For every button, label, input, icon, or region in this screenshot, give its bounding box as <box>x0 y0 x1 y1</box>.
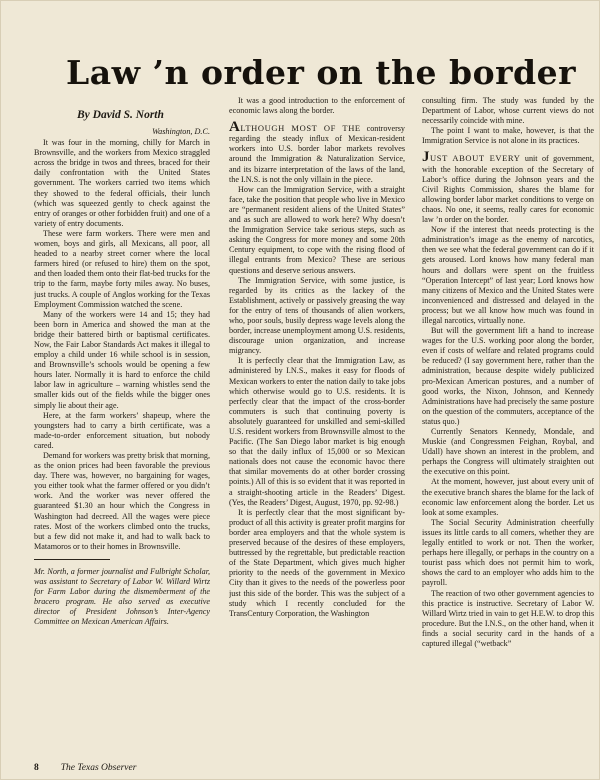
drop-cap: J <box>422 149 430 166</box>
paragraph: Demand for workers was pretty brisk that morning, as the onion prices had been favorable the previous day. There was, however, no bargaining for wages, you either took what the farmer offered or you didn’t work. And the worker was never offered the guaranteed $1.30 an hour which the Congress in Washington had decreed. All the wages were piece rates. Most of the workers climbed onto the trucks, but a few did not make it, and had to walk back to Matamoros or to their homes in Brownsville. <box>34 451 210 551</box>
paragraph: The Immigration Service, with some justice, is regarded by its critics as the lackey of the Establishment, actively or passively greasing the way for the entry of tens of thousands of alien workers, who, poor souls, busily depress wage levels along the border, increase unemployment among U.S. residents, discourage union organization, and increase migrancy. <box>229 275 405 356</box>
column-3 <box>422 96 594 759</box>
paragraph: At the moment, however, just about every unit of the executive branch shares the blame for the lack of economic law enforcement along the border. Let us look at some examples. <box>422 477 594 517</box>
paragraph: Here, at the farm workers’ shapeup, where the youngsters had to carry a birth certificate, was a made-to-order enforcement situation, but nobody cared. <box>34 410 210 450</box>
paragraph: But will the government lift a hand to increase wages for the U.S. working poor along the border, even if costs of welfare and related programs could be reduced? (I say government here, rather than the administration, because despite widely publicized pro-Mexican American postures, and a number of good works, the Nixon, Johnson, and Kennedy Administrations have had precisely the same posture on the question of the commuters, acceptance of the status quo.) <box>422 326 594 426</box>
paragraph: It is perfectly clear that the Immigration Law, as administered by I.N.S., makes it easy for floods of Mexican workers to enter the nation daily to take jobs which otherwise would go to U.S. residents. It is perfectly clear that the impact of the cross-border commuters is such that continuing poverty is absolutely guaranteed for unskilled and semi-skilled U.S. resident workers from Brownsville almost to the Pacific. (The San Diego labor market is big enough so that the daily influx of 15,000 or so Mexican nationals does not cause the economic havoc there that similar movements do at other border crossing points.) All of this is so evident that it was reported in a straight-shooting article in the Readers’ Digest. (Yes, the Readers’ Digest, August, 1970, pp. 92-98.) <box>229 356 405 507</box>
drop-paragraph-text: unit of government, with the honorable exception of the Secretary of Labor’s office during the Johnson years and the Civil Rights Commission, shares the blame for allowing border labor market conditions to verge on chaos. No one, it seems, really cares for economic law ’n order on the border. <box>422 154 594 225</box>
author-bio: Mr. North, a former journalist and Fulbright Scholar, was assistant to Secretary of Labor W. Willard Wirtz for Farm Labor during the dismemberment of the bracero program. He also served as executive director of President Johnson’s Inter-Agency Committee on Mexican American Affairs. <box>34 566 210 627</box>
magazine-name: The Texas Observer <box>60 763 137 773</box>
paragraph: The point I want to make, however, is that the Immigration Service is not alone in its practices. <box>422 126 594 146</box>
dateline: Washington, D.C. <box>152 127 210 136</box>
small-caps-lead: UST ABOUT EVERY <box>430 153 521 164</box>
paragraph: It was a good introduction to the enforcement of economic laws along the border. <box>229 96 405 116</box>
headline: Law ’n order on the border <box>66 53 576 92</box>
paragraph: The Social Security Administration cheerfully issues its little cards to all comers, whether they are legally entitled to work or not. Then the worker, perhaps here illegally, or perhaps in the country on a tourist pass which does not permit him to work, shows the card to an employer who adds him to the payroll. <box>422 517 594 588</box>
paragraph: Now if the interest that needs protecting is the administration’s image as the enemy of narcotics, then we see what the federal government can do if it gets aroused. Lord knows how many federal man hours and dollars were spent on the fruitless “Operation Intercept” of last year; Lord knows how many citizens of Mexico and the United States were inconvenienced and distressed and delayed in the process; but we all know how much was found in illegal narcotics, virtually none. <box>422 225 594 325</box>
paragraph: How can the Immigration Service, with a straight face, take the position that people who live in Mexico are “permanent resident aliens of the United States” and as such are allowed to work here? Why doesn’t the Immigration Service take serious steps, such as asking the Congress for more money and some 20th Century equipment, to cope with the rising flood of illegal entrants from Mexico? These are serious questions and deserve serious answers. <box>229 184 405 275</box>
paragraph: Many of the workers were 14 and 15; they had been born in America and showed the man at the bridge their battered birth or baptismal certificates. Now, the Fair Labor Standards Act makes it illegal to employ a child under 16 while school is in session, and Brownsville’s schools would be opening a few hours later. Normally it is hard to enforce the child labor law in agriculture – warning whistles send the smaller kids out of the fields while the bigger ones simply lie about their age. <box>34 309 210 410</box>
column-1 <box>34 127 210 759</box>
paragraph: These were farm workers. There were men and women, boys and girls, all Mexicans, all poor, all headed to a nearby street corner where the local farmers hired (or refused to hire) them on the spot, and then loaded them onto their flat-bed trucks for the trip to the farm, maybe forty miles away. No buses, just trucks. A couple of Anglos working for the Texas Employment Commission watched the scene. <box>34 228 210 309</box>
paragraph: consulting firm. The study was funded by the Department of Labor, whose current views do not necessarily coincide with mine. <box>422 96 594 126</box>
byline: By David S. North <box>77 109 164 121</box>
drop-paragraph <box>229 119 405 185</box>
column-2 <box>229 96 405 759</box>
page-number: 8 <box>34 763 39 773</box>
page-footer <box>34 763 210 773</box>
paragraph: It is perfectly clear that the most significant by-product of all this activity is greater profit margins for border area employers and that the whole system is preserved because of the desires of these employers, buttressed by the regrettable, but predictable reaction of the State Department, which gives much higher priority to the needs of the government in Mexico City than it gives to the needs of the powerless poor just this side of the border. This was the subject of a study which I recently concluded for the TransCentury Corporation, the Washington <box>229 507 405 618</box>
paragraph: The reaction of two other government agencies to this practice is instructive. Secretary of Labor W. Willard Wirtz tried in vain to get H.E.W. to drop this procedure. But the I.N.S., on the other hand, when it finds a social security card in the hands of a captured illegal (“wetback” <box>422 588 594 648</box>
drop-paragraph-text: controversy regarding the steady influx of Mexican-resident workers into U.S. border labor markets revolves around the Immigration & Naturalization Service, and its bizarre interpretation of the laws of the land, the I.N.S. is not the only villain in the piece. <box>229 124 405 184</box>
drop-cap: A <box>229 119 241 136</box>
paragraph: It was four in the morning, chilly for March in Brownsville, and the workers from Mexico straggled across the bridge in twos and threes, braced for their daily confrontation with the United States government. The workers carried two items which they showed to the federal officials, their lunch (which was squeezed gently to check against the entry of oranges or other forbidden fruit) and one of a variety of entry documents. <box>34 138 210 228</box>
drop-paragraph <box>422 149 594 225</box>
small-caps-lead: LTHOUGH MOST OF THE <box>240 123 361 134</box>
divider <box>34 559 110 560</box>
paragraph: Currently Senators Kennedy, Mondale, and Muskie (and Congressmen Feighan, Roybal, and Udall) have shown an interest in the problem, and perhaps the Congress will ultimately straighten out the executive on this point. <box>422 427 594 477</box>
